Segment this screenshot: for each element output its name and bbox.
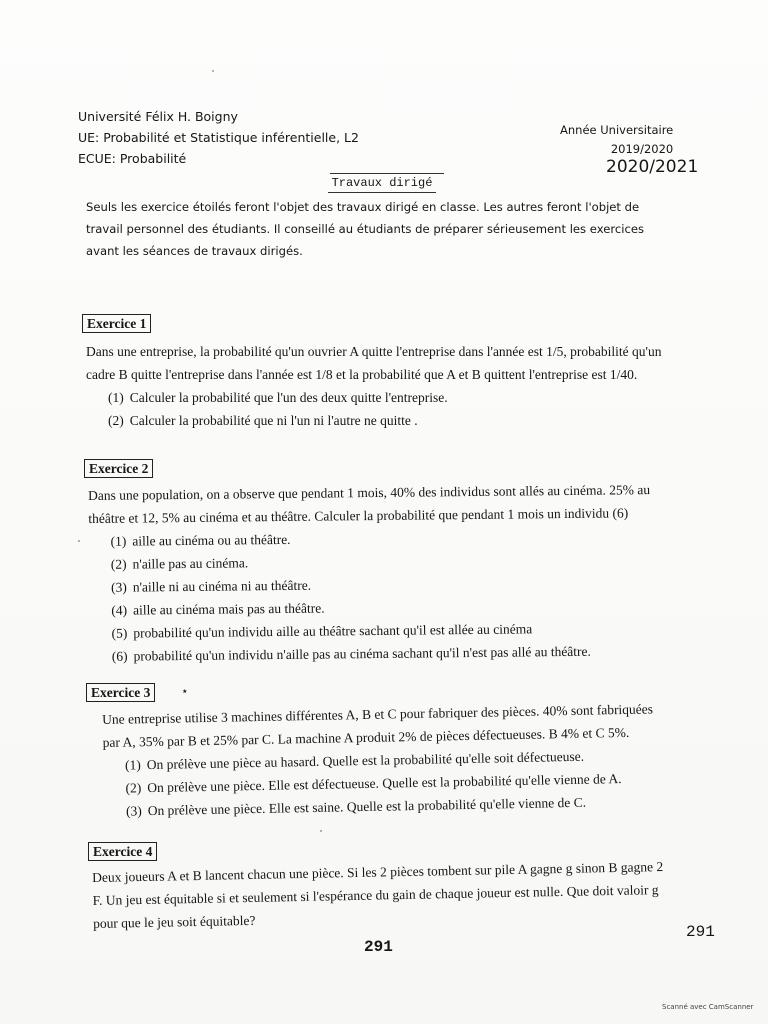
exercise-1-text: Dans une entreprise, la probabilité qu'un ouvrier A quitte l'entreprise dans l'année est 1/5, probabilité qu'un cadre B quitte l'entreprise dans l'année est 1/8 et la probabilité que A et B quittent l'entreprise est 1/40. bbox=[86, 344, 662, 382]
title-rule bbox=[330, 173, 444, 174]
page-title: Travaux dirigé bbox=[328, 175, 436, 193]
exercise-1-questions bbox=[86, 386, 664, 432]
year-printed: 2019/2020 bbox=[610, 142, 674, 156]
list-item: (1) Calculer la probabilité que l'un des deux quitte l'entreprise. bbox=[108, 390, 448, 405]
list-item: (3) On prélève une pièce. Elle est saine. Quelle est la probabilité qu'elle vienne de C. bbox=[125, 794, 587, 819]
scanner-watermark: Scanné avec CamScanner bbox=[662, 1003, 754, 1011]
exercise-3-label: Exercice 3 bbox=[86, 683, 155, 702]
page-number-printed: 291 bbox=[364, 938, 393, 956]
ue-label: UE: Probabilité et Statistique inférentielle, L2 bbox=[78, 130, 359, 145]
year-handwritten: 2020/2021 bbox=[606, 157, 699, 177]
exercise-4-text: Deux joueurs A et B lancent chacun une pièce. Si les 2 pièces tombent sur pile A gagne g sinon B gagne 2 F. Un jeu est équitable si et seulement si l'espérance du gain de chaque joueur est nulle. Que doit valoir g pour que le jeu soit équitable? bbox=[92, 859, 664, 931]
list-item: (3) n'aille ni au cinéma ni au théâtre. bbox=[111, 577, 312, 595]
list-item: (2) n'aille pas au cinéma. bbox=[110, 555, 249, 572]
exercise-2-questions bbox=[88, 524, 665, 668]
ecue-label: ECUE: Probabilité bbox=[78, 151, 187, 166]
list-item: (1) aille au cinéma ou au théâtre. bbox=[110, 531, 291, 549]
scan-speck bbox=[212, 70, 214, 72]
exercise-4-body bbox=[92, 855, 665, 935]
scan-speck bbox=[78, 540, 80, 542]
exercise-2-body bbox=[88, 478, 666, 668]
list-item: (2) On prélève une pièce. Elle est défectueuse. Quelle est la probabilité qu'elle vienne de A. bbox=[125, 771, 622, 796]
exercise-2-label: Exercice 2 bbox=[84, 459, 153, 478]
exercise-3-text: Une entreprise utilise 3 machines différentes A, B et C pour fabriquer des pièces. 40% sont fabriquées par A, 35% par B et 25% par C. La machine A produit 2% de pièces défectueuses. B 4% et C 5%. bbox=[102, 701, 654, 750]
header-year-info bbox=[560, 121, 673, 159]
list-item: (2) Calculer la probabilité que ni l'un ni l'autre ne quitte . bbox=[108, 413, 418, 428]
year-label: Année Universitaire bbox=[560, 123, 674, 137]
list-item: (1) On prélève une pièce au hasard. Quelle est la probabilité qu'elle soit défectueuse. bbox=[124, 748, 585, 773]
list-item: (6) probabilité qu'un individu n'aille pas au cinéma sachant qu'il n'est pas allé au théâtre. bbox=[111, 643, 591, 664]
starred-exercise-mark: ⋆ bbox=[181, 684, 189, 698]
exercise-3-body bbox=[102, 697, 666, 823]
list-item: (4) aille au cinéma mais pas au théâtre. bbox=[111, 600, 325, 618]
exercise-4-label: Exercice 4 bbox=[88, 842, 157, 861]
header-course-info bbox=[78, 106, 359, 169]
exercise-1-body bbox=[86, 340, 664, 432]
page-number-handwritten: 291 bbox=[686, 923, 715, 941]
list-item: (5) probabilité qu'un individu aille au théâtre sachant qu'il est allée au cinéma bbox=[111, 621, 533, 641]
exercise-2-text: Dans une population, on a observe que pendant 1 mois, 40% des individus sont allés au cinéma. 25% au théâtre et 12, 5% au cinéma et au théâtre. Calculer la probabilité que pendant 1 mois un individu (6) bbox=[88, 482, 651, 526]
intro-paragraph: Seuls les exercice étoilés feront l'objet des travaux dirigé en classe. Les autres feront l'objet de travail personnel des étudiants. Il conseillé au étudiants de préparer sérieusement les exercices avant les séances de travaux dirigés. bbox=[86, 200, 644, 258]
exercise-1-label: Exercice 1 bbox=[82, 314, 151, 333]
university-name: Université Félix H. Boigny bbox=[78, 109, 238, 124]
exercise-3-questions bbox=[103, 743, 666, 823]
scan-speck bbox=[320, 830, 322, 832]
